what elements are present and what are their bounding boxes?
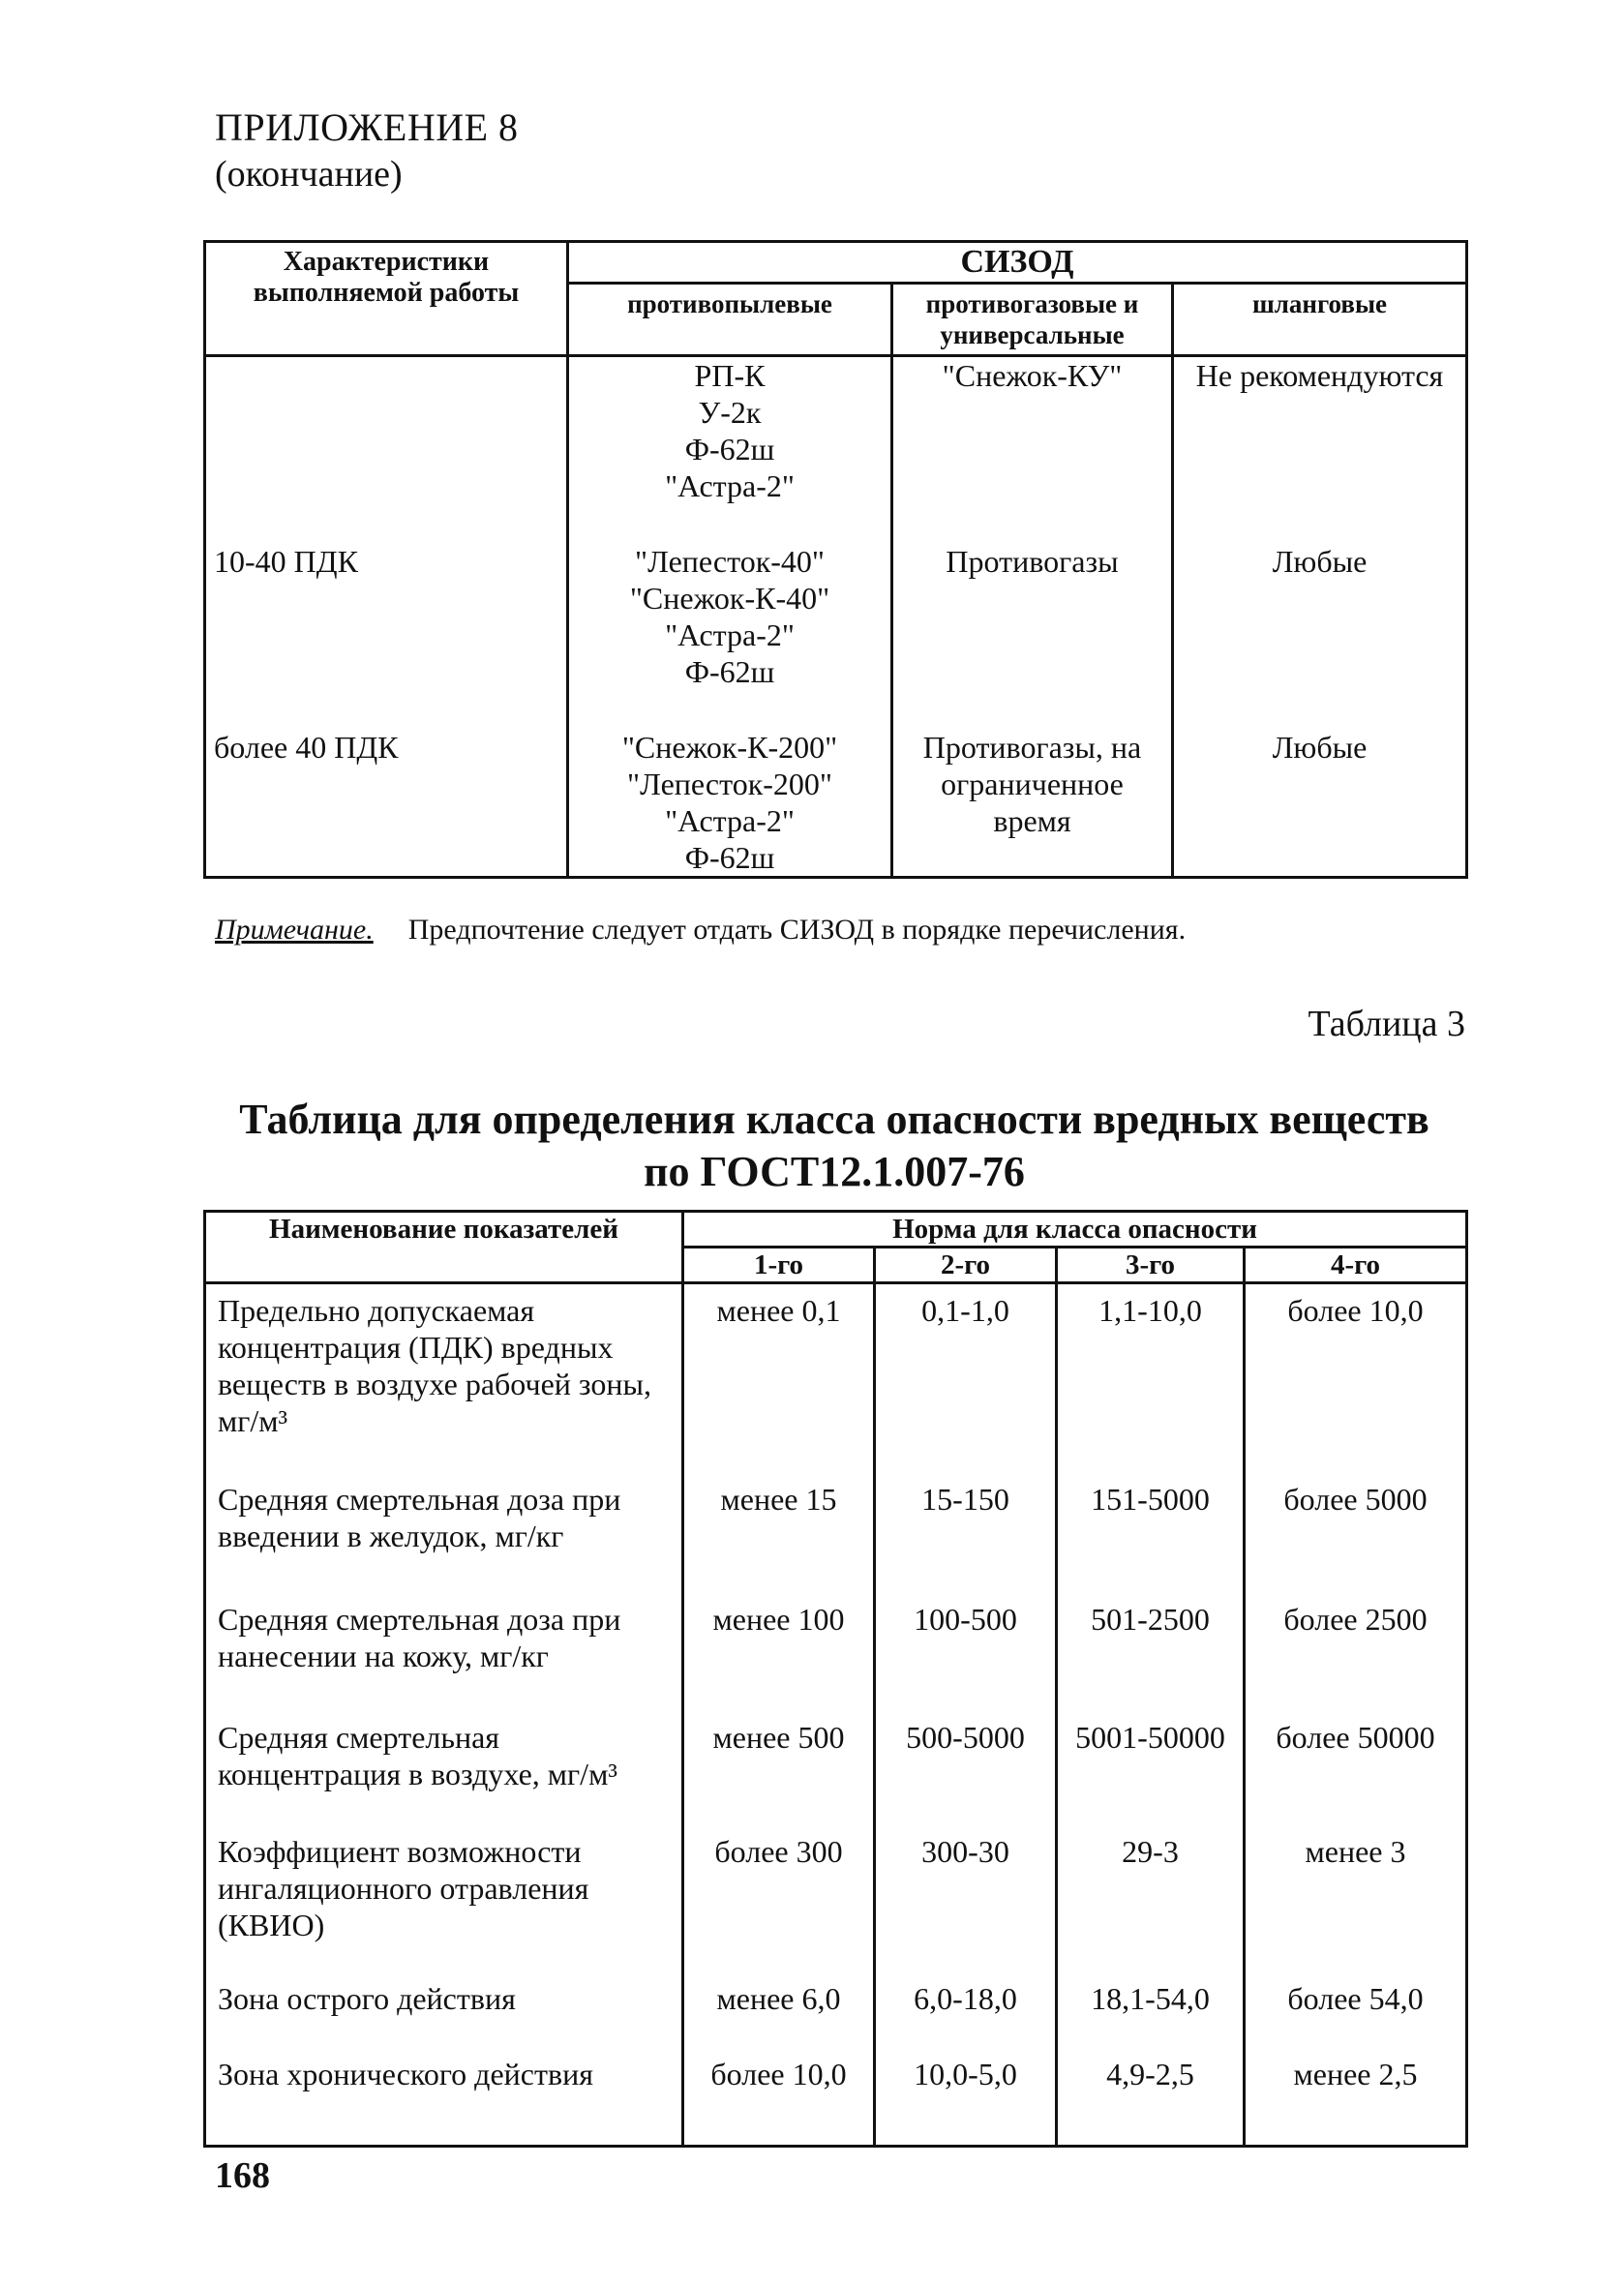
t3-value: 151-5000 (1057, 1473, 1245, 1593)
sizod-table (203, 240, 1468, 879)
appendix-title: ПРИЛОЖЕНИЕ 8 (215, 105, 519, 149)
t3-value: 4,9-2,5 (1057, 2048, 1245, 2147)
t3-indicator-name: Средняя смертельная доза при нанесении на кожу, мг/кг (205, 1593, 683, 1711)
t1-row (205, 504, 1467, 694)
t1-gas-cell: Противогазы, на ограниченное время (892, 694, 1173, 878)
note-text: Предпочтение следует отдать СИЗОД в порядке перечисления. (407, 914, 1187, 946)
t1-dust-item: Ф-62ш (684, 654, 775, 689)
t1-dust-cell (568, 694, 892, 878)
t3-value: более 5000 (1245, 1473, 1467, 1593)
t3-indicator-name: Средняя смертельная доза при введении в желудок, мг/кг (205, 1473, 683, 1593)
t1-dust-item: "Снежок-К-40" (629, 581, 830, 616)
t3-value: менее 15 (683, 1473, 875, 1593)
t1-dust-item: РП-К (694, 358, 766, 393)
t1-dust-item: "Астра-2" (665, 803, 795, 838)
t1-sub-header-gas: противогазовые и универсальные (892, 284, 1173, 356)
t3-row (205, 1473, 1467, 1593)
t1-hose-cell: Не рекомендуются (1173, 356, 1467, 505)
t3-value: 100-500 (875, 1593, 1057, 1711)
t3-group-header: Норма для класса опасности (683, 1212, 1467, 1248)
t3-value: менее 100 (683, 1593, 875, 1711)
t3-col1-header: Наименование показателей (205, 1212, 683, 1283)
t1-dust-item: "Лепесток-40" (635, 544, 825, 579)
t1-dust-cell (568, 504, 892, 694)
table-note (215, 914, 1186, 947)
t1-characteristic (205, 356, 568, 505)
t3-indicator-name: Зона хронического действия (205, 2048, 683, 2147)
t3-value: более 50000 (1245, 1711, 1467, 1825)
t3-value: 10,0-5,0 (875, 2048, 1057, 2147)
t3-value: 18,1-54,0 (1057, 1972, 1245, 2048)
t3-value: 500-5000 (875, 1711, 1057, 1825)
t3-value: 15-150 (875, 1473, 1057, 1593)
t1-dust-item: "Лепесток-200" (627, 767, 832, 801)
t3-value: 6,0-18,0 (875, 1972, 1057, 2048)
t3-row (205, 1593, 1467, 1711)
table-title (203, 1094, 1465, 1198)
t3-row (205, 1711, 1467, 1825)
note-label: Примечание. (215, 914, 374, 946)
t3-value: более 54,0 (1245, 1972, 1467, 2048)
t3-value: менее 500 (683, 1711, 875, 1825)
t1-row (205, 356, 1467, 505)
t3-value: более 300 (683, 1825, 875, 1972)
t1-sub-header-dust: противопылевые (568, 284, 892, 356)
t3-indicator-name: Средняя смертельная концентрация в воздухе, мг/м³ (205, 1711, 683, 1825)
t3-row (205, 1283, 1467, 1473)
t1-dust-item: "Снежок-К-200" (621, 730, 838, 765)
page-number: 168 (215, 2155, 270, 2196)
table-title-line: по ГОСТ12.1.007-76 (644, 1148, 1025, 1195)
hazard-class-table (203, 1210, 1468, 2148)
t1-dust-item: Ф-62ш (684, 432, 775, 466)
t1-gas-cell: "Снежок-КУ" (892, 356, 1173, 505)
t1-sub-header-hose: шланговые (1173, 284, 1467, 356)
t3-class-header: 4-го (1245, 1248, 1467, 1283)
t3-indicator-name: Предельно допускаемая концентрация (ПДК) вредных веществ в воздухе рабочей зоны, мг/м³ (205, 1283, 683, 1473)
t3-value: менее 2,5 (1245, 2048, 1467, 2147)
t3-row (205, 1972, 1467, 2048)
t3-value: менее 3 (1245, 1825, 1467, 1972)
t1-gas-cell: Противогазы (892, 504, 1173, 694)
t1-dust-item: "Астра-2" (665, 468, 795, 503)
t3-class-header: 1-го (683, 1248, 875, 1283)
t3-value: менее 0,1 (683, 1283, 875, 1473)
t3-value: менее 6,0 (683, 1972, 875, 2048)
t3-value: 0,1-1,0 (875, 1283, 1057, 1473)
t3-row (205, 1825, 1467, 1972)
t3-indicator-name: Коэффициент возможности ингаляционного отравления (КВИО) (205, 1825, 683, 1972)
t1-hose-cell: Любые (1173, 694, 1467, 878)
t1-group-header: СИЗОД (568, 242, 1467, 284)
t1-dust-cell (568, 356, 892, 505)
t3-row (205, 2048, 1467, 2147)
table-title-line: Таблица для определения класса опасности вредных веществ (239, 1096, 1429, 1143)
t3-value: более 10,0 (1245, 1283, 1467, 1473)
t1-characteristic: 10-40 ПДК (205, 504, 568, 694)
t1-hose-cell: Любые (1173, 504, 1467, 694)
t3-class-header: 2-го (875, 1248, 1057, 1283)
t3-value: 5001-50000 (1057, 1711, 1245, 1825)
t1-dust-item: Ф-62ш (684, 840, 775, 875)
t3-value: 501-2500 (1057, 1593, 1245, 1711)
t1-dust-item: У-2к (698, 395, 762, 430)
t1-dust-item: "Астра-2" (665, 617, 795, 652)
t3-value: 29-3 (1057, 1825, 1245, 1972)
t3-class-header: 3-го (1057, 1248, 1245, 1283)
t1-characteristic: более 40 ПДК (205, 694, 568, 878)
t3-value: 1,1-10,0 (1057, 1283, 1245, 1473)
t1-col1-header: Характеристики выполняемой работы (205, 242, 568, 356)
t3-value: более 10,0 (683, 2048, 875, 2147)
appendix-subtitle: (окончание) (215, 154, 403, 195)
table-number-label: Таблица 3 (1308, 1004, 1465, 1044)
t3-value: 300-30 (875, 1825, 1057, 1972)
t3-indicator-name: Зона острого действия (205, 1972, 683, 2048)
t1-row (205, 694, 1467, 878)
t3-value: более 2500 (1245, 1593, 1467, 1711)
